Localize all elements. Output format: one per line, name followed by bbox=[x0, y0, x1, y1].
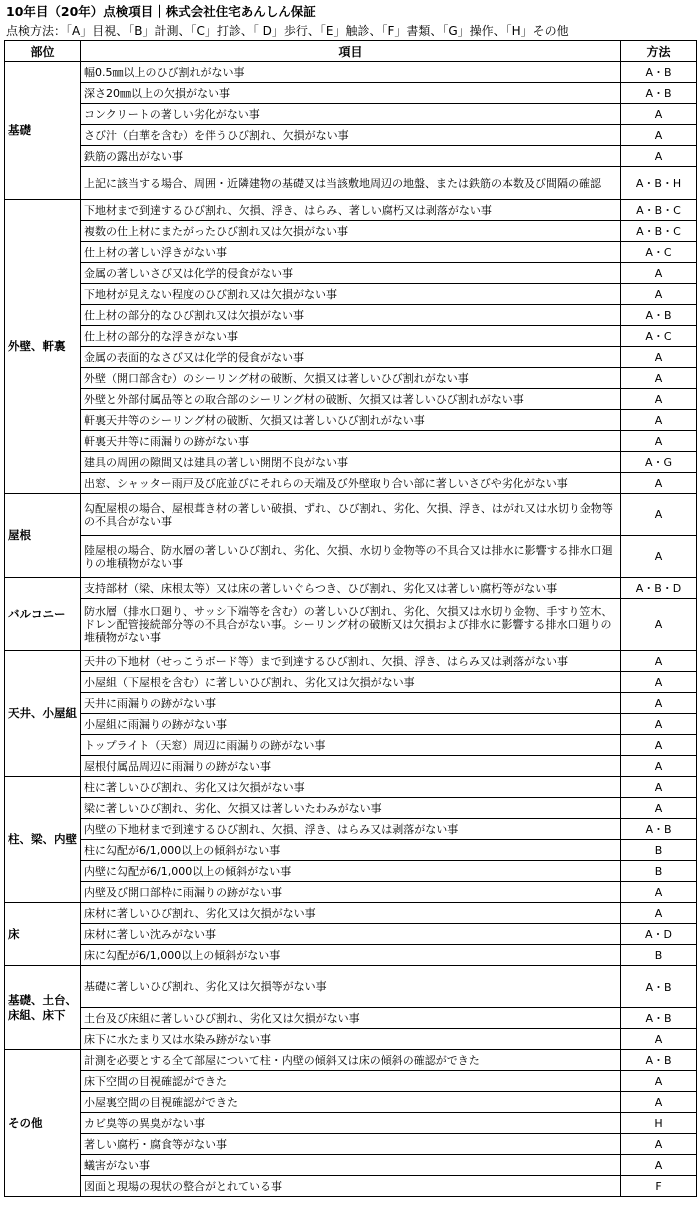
table-row bbox=[5, 578, 697, 599]
item-cell: 内壁の下地材まで到達するひび割れ、欠損、浮き、はらみ又は剥落がない事 bbox=[81, 819, 621, 840]
table-row bbox=[5, 945, 697, 966]
item-cell: 仕上材の部分的な浮きがない事 bbox=[81, 326, 621, 347]
item-cell: 軒裏天井等のシーリング材の破断、欠損又は著しいひび割れがない事 bbox=[81, 410, 621, 431]
item-cell: 下地材が見えない程度のひび割れ又は欠損がない事 bbox=[81, 284, 621, 305]
item-cell: 天井に雨漏りの跡がない事 bbox=[81, 693, 621, 714]
table-row bbox=[5, 756, 697, 777]
table-row bbox=[5, 494, 697, 536]
table-row bbox=[5, 83, 697, 104]
method-cell: A bbox=[621, 1155, 697, 1176]
item-cell: 梁に著しいひび割れ、劣化、欠損又は著しいたわみがない事 bbox=[81, 798, 621, 819]
table-row bbox=[5, 242, 697, 263]
table-row bbox=[5, 452, 697, 473]
method-cell: A bbox=[621, 735, 697, 756]
category-cell: その他 bbox=[5, 1050, 81, 1197]
item-cell: 幅0.5㎜以上のひび割れがない事 bbox=[81, 62, 621, 83]
item-cell: 下地材まで到達するひび割れ、欠損、浮き、はらみ、著しい腐朽又は剥落がない事 bbox=[81, 200, 621, 221]
method-cell: A・B bbox=[621, 966, 697, 1008]
method-cell: A bbox=[621, 368, 697, 389]
table-row bbox=[5, 798, 697, 819]
item-cell: 金属の表面的なさび又は化学的侵食がない事 bbox=[81, 347, 621, 368]
method-cell: A bbox=[621, 473, 697, 494]
table-row bbox=[5, 284, 697, 305]
method-cell: A bbox=[621, 536, 697, 578]
item-cell: 金属の著しいさび又は化学的侵食がない事 bbox=[81, 263, 621, 284]
table-row bbox=[5, 651, 697, 672]
method-cell: A bbox=[621, 599, 697, 651]
method-cell: A・B・C bbox=[621, 200, 697, 221]
item-cell: 図面と現場の現状の整合がとれている事 bbox=[81, 1176, 621, 1197]
table-row bbox=[5, 347, 697, 368]
method-cell: A bbox=[621, 651, 697, 672]
table-row bbox=[5, 410, 697, 431]
page-title: 10年目（20年）点検項目｜株式会社住宅あんしん保証 bbox=[6, 4, 316, 19]
item-cell: コンクリートの著しい劣化がない事 bbox=[81, 104, 621, 125]
method-cell: A・C bbox=[621, 326, 697, 347]
table-row bbox=[5, 735, 697, 756]
table-row bbox=[5, 861, 697, 882]
table-row bbox=[5, 326, 697, 347]
table-row bbox=[5, 924, 697, 945]
method-cell: A bbox=[621, 882, 697, 903]
method-cell: A bbox=[621, 284, 697, 305]
method-cell: A bbox=[621, 1071, 697, 1092]
item-cell: 天井の下地材（せっこうボード等）まで到達するひび割れ、欠損、浮き、はらみ又は剥落がない事 bbox=[81, 651, 621, 672]
method-cell: A bbox=[621, 146, 697, 167]
table-row bbox=[5, 1155, 697, 1176]
method-cell: H bbox=[621, 1113, 697, 1134]
method-cell: A bbox=[621, 798, 697, 819]
method-cell: A・D bbox=[621, 924, 697, 945]
item-cell: 外壁と外部付属品等との取合部のシーリング材の破断、欠損又は著しいひび割れがない事 bbox=[81, 389, 621, 410]
category-cell: 基礎、土台、床組、床下 bbox=[5, 966, 81, 1050]
method-cell: B bbox=[621, 840, 697, 861]
method-cell: A bbox=[621, 410, 697, 431]
table-row bbox=[5, 104, 697, 125]
item-cell: 深さ20㎜以上の欠損がない事 bbox=[81, 83, 621, 104]
item-cell: 小屋組に雨漏りの跡がない事 bbox=[81, 714, 621, 735]
header-method: 方法 bbox=[621, 41, 697, 62]
method-cell: A・B bbox=[621, 305, 697, 326]
table-row bbox=[5, 1029, 697, 1050]
table-row bbox=[5, 882, 697, 903]
item-cell: 支持部材（梁、床根太等）又は床の著しいぐらつき、ひび割れ、劣化又は著しい腐朽等がない事 bbox=[81, 578, 621, 599]
item-cell: カビ臭等の異臭がない事 bbox=[81, 1113, 621, 1134]
table-row bbox=[5, 389, 697, 410]
method-cell: A bbox=[621, 777, 697, 798]
item-cell: さび汁（白華を含む）を伴うひび割れ、欠損がない事 bbox=[81, 125, 621, 146]
table-row bbox=[5, 1113, 697, 1134]
method-cell: A bbox=[621, 693, 697, 714]
item-cell: 柱に勾配が6/1,000以上の傾斜がない事 bbox=[81, 840, 621, 861]
table-row bbox=[5, 1092, 697, 1113]
item-cell: 軒裏天井等に雨漏りの跡がない事 bbox=[81, 431, 621, 452]
method-cell: A・B bbox=[621, 1008, 697, 1029]
table-row bbox=[5, 473, 697, 494]
table-row bbox=[5, 840, 697, 861]
table-row bbox=[5, 777, 697, 798]
table-row bbox=[5, 1071, 697, 1092]
method-cell: A・B bbox=[621, 83, 697, 104]
method-cell: F bbox=[621, 1176, 697, 1197]
method-cell: A・G bbox=[621, 452, 697, 473]
method-cell: A・B・H bbox=[621, 167, 697, 200]
method-legend: 点検方法：「A」目視、「B」計測、「C」打診、「 D」歩行、「E」触診、「F」書類、「G」操作、「H」その他 bbox=[6, 24, 569, 38]
item-cell: 防水層（排水口廻り、サッシ下端等を含む）の著しいひび割れ、劣化、欠損又は水切り金物、手すり笠木、ドレン配管接続部分等の不具合がない事。シーリング材の破断又は欠損および排水に影響する排水口廻りの堆積物がない事 bbox=[81, 599, 621, 651]
method-cell: A・B・D bbox=[621, 578, 697, 599]
item-cell: 鉄筋の露出がない事 bbox=[81, 146, 621, 167]
table-row bbox=[5, 125, 697, 146]
item-cell: 屋根付属品周辺に雨漏りの跡がない事 bbox=[81, 756, 621, 777]
method-cell: A bbox=[621, 104, 697, 125]
item-cell: 土台及び床組に著しいひび割れ、劣化又は欠損がない事 bbox=[81, 1008, 621, 1029]
table-row bbox=[5, 146, 697, 167]
method-cell: A・B bbox=[621, 1050, 697, 1071]
item-cell: 小屋裏空間の目視確認ができた bbox=[81, 1092, 621, 1113]
method-cell: A・B bbox=[621, 819, 697, 840]
table-row bbox=[5, 167, 697, 200]
item-cell: 内壁に勾配が6/1,000以上の傾斜がない事 bbox=[81, 861, 621, 882]
item-cell: 外壁（開口部含む）のシーリング材の破断、欠損又は著しいひび割れがない事 bbox=[81, 368, 621, 389]
item-cell: 仕上材の部分的なひび割れ又は欠損がない事 bbox=[81, 305, 621, 326]
item-cell: 上記に該当する場合、周囲・近隣建物の基礎又は当該敷地周辺の地盤、または鉄筋の本数及び間隔の確認 bbox=[81, 167, 621, 200]
item-cell: 小屋組（下屋根を含む）に著しいひび割れ、劣化又は欠損がない事 bbox=[81, 672, 621, 693]
method-cell: A bbox=[621, 756, 697, 777]
item-cell: 勾配屋根の場合、屋根葺き材の著しい破損、ずれ、ひび割れ、劣化、欠損、浮き、はがれ又は水切り金物等の不具合がない事 bbox=[81, 494, 621, 536]
item-cell: 著しい腐朽・腐食等がない事 bbox=[81, 1134, 621, 1155]
category-cell: 屋根 bbox=[5, 494, 81, 578]
category-cell: バルコニー bbox=[5, 578, 81, 651]
method-cell: A bbox=[621, 494, 697, 536]
table-row bbox=[5, 305, 697, 326]
table-row bbox=[5, 1050, 697, 1071]
method-cell: A bbox=[621, 672, 697, 693]
table-row bbox=[5, 431, 697, 452]
category-cell: 柱、梁、内壁 bbox=[5, 777, 81, 903]
header-part: 部位 bbox=[5, 41, 81, 62]
item-cell: 基礎に著しいひび割れ、劣化又は欠損等がない事 bbox=[81, 966, 621, 1008]
table-row bbox=[5, 221, 697, 242]
item-cell: 仕上材の著しい浮きがない事 bbox=[81, 242, 621, 263]
item-cell: 床下空間の目視確認ができた bbox=[81, 1071, 621, 1092]
method-cell: A bbox=[621, 1134, 697, 1155]
method-cell: A bbox=[621, 1029, 697, 1050]
item-cell: 床に勾配が6/1,000以上の傾斜がない事 bbox=[81, 945, 621, 966]
item-cell: トップライト（天窓）周辺に雨漏りの跡がない事 bbox=[81, 735, 621, 756]
table-row bbox=[5, 672, 697, 693]
method-cell: A・C bbox=[621, 242, 697, 263]
method-cell: A bbox=[621, 263, 697, 284]
item-cell: 出窓、シャッター雨戸及び庇並びにそれらの天端及び外壁取り合い部に著しいさびや劣化がない事 bbox=[81, 473, 621, 494]
method-cell: A・B bbox=[621, 62, 697, 83]
inspection-table-body bbox=[5, 62, 697, 1197]
item-cell: 計測を必要とする全て部屋について柱・内壁の傾斜又は床の傾斜の確認ができた bbox=[81, 1050, 621, 1071]
method-cell: A bbox=[621, 1092, 697, 1113]
table-row bbox=[5, 263, 697, 284]
item-cell: 柱に著しいひび割れ、劣化又は欠損がない事 bbox=[81, 777, 621, 798]
table-row bbox=[5, 714, 697, 735]
method-cell: A bbox=[621, 903, 697, 924]
category-cell: 床 bbox=[5, 903, 81, 966]
method-cell: A・B・C bbox=[621, 221, 697, 242]
category-cell: 外壁、軒裏 bbox=[5, 200, 81, 494]
table-row bbox=[5, 536, 697, 578]
item-cell: 床材に著しい沈みがない事 bbox=[81, 924, 621, 945]
item-cell: 複数の仕上材にまたがったひび割れ又は欠損がない事 bbox=[81, 221, 621, 242]
table-row bbox=[5, 819, 697, 840]
item-cell: 建具の周囲の隙間又は建具の著しい開閉不良がない事 bbox=[81, 452, 621, 473]
table-row bbox=[5, 966, 697, 1008]
table-row bbox=[5, 1176, 697, 1197]
method-cell: A bbox=[621, 389, 697, 410]
method-cell: B bbox=[621, 945, 697, 966]
item-cell: 床下に水たまり又は水染み跡がない事 bbox=[81, 1029, 621, 1050]
category-cell: 基礎 bbox=[5, 62, 81, 200]
item-cell: 床材に著しいひび割れ、劣化又は欠損がない事 bbox=[81, 903, 621, 924]
method-cell: A bbox=[621, 125, 697, 146]
item-cell: 内壁及び開口部枠に雨漏りの跡がない事 bbox=[81, 882, 621, 903]
table-row bbox=[5, 599, 697, 651]
method-cell: B bbox=[621, 861, 697, 882]
table-row bbox=[5, 368, 697, 389]
header-row bbox=[5, 41, 697, 62]
method-cell: A bbox=[621, 431, 697, 452]
table-row bbox=[5, 200, 697, 221]
method-cell: A bbox=[621, 347, 697, 368]
header-item: 項目 bbox=[81, 41, 621, 62]
table-row bbox=[5, 693, 697, 714]
method-cell: A bbox=[621, 714, 697, 735]
table-row bbox=[5, 1008, 697, 1029]
item-cell: 陸屋根の場合、防水層の著しいひび割れ、劣化、欠損、水切り金物等の不具合又は排水に影響する排水口廻りの堆積物がない事 bbox=[81, 536, 621, 578]
table-row bbox=[5, 1134, 697, 1155]
item-cell: 蟻害がない事 bbox=[81, 1155, 621, 1176]
table-row bbox=[5, 62, 697, 83]
table-row bbox=[5, 903, 697, 924]
category-cell: 天井、小屋組 bbox=[5, 651, 81, 777]
inspection-table bbox=[4, 40, 697, 1197]
